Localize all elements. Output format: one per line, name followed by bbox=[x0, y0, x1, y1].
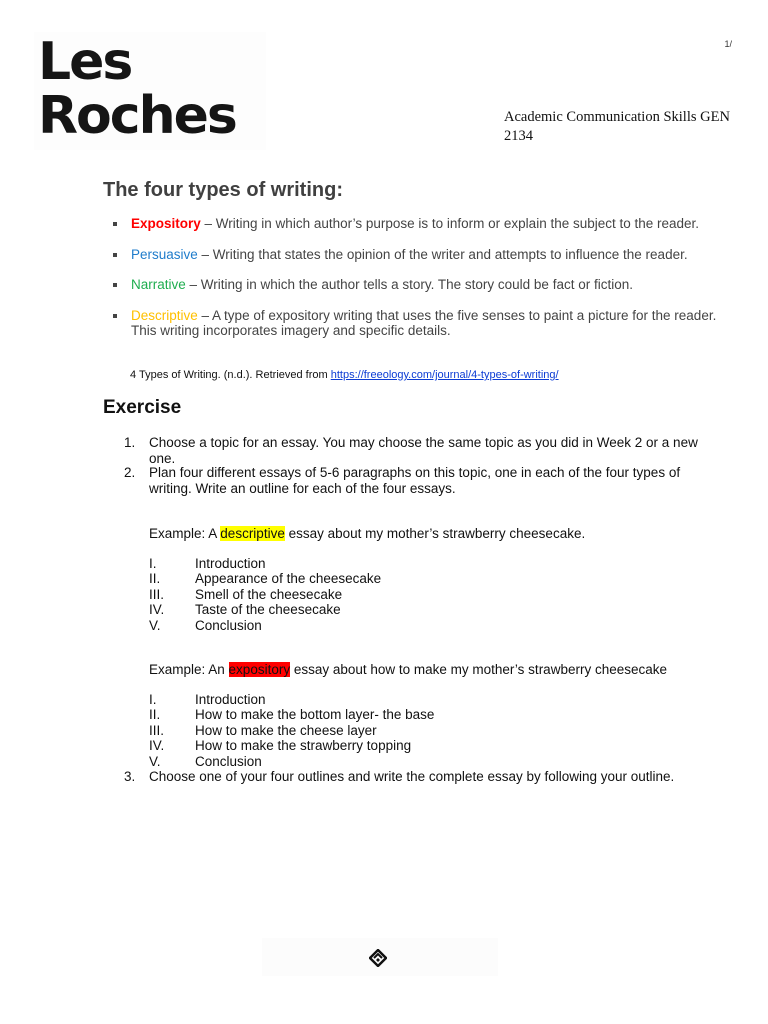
type-description: – Writing that states the opinion of the writer and attempts to influence the reader. bbox=[197, 246, 688, 262]
outline-text: How to make the bottom layer- the base bbox=[195, 707, 435, 723]
type-term: Persuasive bbox=[131, 246, 198, 262]
type-description: – A type of expository writing that uses the five senses to paint a picture for the reader. This writing incorporates imagery and specific details. bbox=[131, 307, 717, 338]
exercise-step-2 bbox=[124, 465, 724, 496]
outline-num: I. bbox=[149, 556, 157, 571]
example-descriptive bbox=[149, 526, 585, 541]
outline-num: IV. bbox=[149, 602, 165, 618]
citation-text: 4 Types of Writing. (n.d.). Retrieved from bbox=[130, 369, 331, 381]
outline-text: Introduction bbox=[195, 692, 266, 707]
step-number: 3. bbox=[124, 769, 136, 784]
type-term: Narrative bbox=[131, 277, 186, 292]
step-number: 2. bbox=[124, 465, 136, 480]
bullet-square-icon bbox=[113, 222, 117, 226]
logo-line-1: Les bbox=[38, 32, 132, 92]
highlighted-term: descriptive bbox=[220, 526, 285, 541]
diamond-logo-icon bbox=[369, 949, 387, 967]
step-number: 1. bbox=[124, 435, 136, 450]
type-term: Expository bbox=[131, 216, 201, 231]
outline-text: Smell of the cheesecake bbox=[195, 586, 343, 602]
outline-text: Conclusion bbox=[195, 753, 262, 769]
bullet-square-icon bbox=[113, 253, 117, 257]
logo-line-2: Roches bbox=[38, 86, 236, 146]
course-title: Academic Communication Skills GEN 2134 bbox=[504, 109, 730, 144]
example-prefix: Example: An bbox=[149, 662, 229, 677]
page-number: 1/ bbox=[724, 39, 732, 49]
step-text: Plan four different essays of 5-6 paragraphs on this topic, one in each of the four types of writing. Write an outline for each of the four essays. bbox=[149, 465, 681, 496]
type-item-descriptive bbox=[113, 308, 743, 339]
example-expository bbox=[149, 662, 667, 677]
outline-num: V. bbox=[149, 753, 161, 769]
les-roches-logo bbox=[34, 32, 266, 150]
outline-text: Appearance of the cheesecake bbox=[195, 571, 382, 587]
step-text: Choose one of your four outlines and write the complete essay by following your outline. bbox=[149, 769, 675, 784]
example-prefix: Example: A bbox=[149, 526, 221, 541]
highlighted-term: expository bbox=[228, 662, 291, 677]
outline-text: Conclusion bbox=[195, 617, 262, 633]
outline-num: III. bbox=[149, 586, 165, 602]
outline-num: II. bbox=[149, 707, 161, 723]
example-suffix: essay about how to make my mother’s strawberry cheesecake bbox=[290, 662, 667, 677]
bullet-square-icon bbox=[113, 283, 117, 287]
outline-num: V. bbox=[149, 617, 161, 633]
type-description: – Writing in which author’s purpose is to inform or explain the subject to the reader. bbox=[200, 216, 700, 231]
type-item-persuasive bbox=[113, 247, 743, 263]
types-list bbox=[113, 216, 743, 353]
outline-text: How to make the strawberry topping bbox=[195, 738, 412, 754]
citation bbox=[130, 369, 559, 381]
outline-num: II. bbox=[149, 571, 161, 587]
outline-num: I. bbox=[149, 692, 157, 707]
type-term: Descriptive bbox=[131, 307, 198, 323]
outline-text: How to make the cheese layer bbox=[195, 722, 377, 738]
outline-num: III. bbox=[149, 722, 165, 738]
outline-text: Introduction bbox=[195, 556, 266, 571]
step-text: Choose a topic for an essay. You may choose the same topic as you did in Week 2 or a new one. bbox=[149, 435, 698, 466]
type-item-expository bbox=[113, 216, 743, 232]
type-item-narrative bbox=[113, 277, 743, 293]
types-heading: The four types of writing: bbox=[103, 179, 343, 201]
outline-text: Taste of the cheesecake bbox=[195, 602, 341, 618]
bullet-square-icon bbox=[113, 314, 117, 318]
exercise-step-3 bbox=[124, 769, 724, 785]
exercise-step-1 bbox=[124, 435, 724, 466]
outline-num: IV. bbox=[149, 738, 165, 754]
citation-link[interactable]: https://freeology.com/journal/4-types-of-writing/ bbox=[330, 369, 559, 381]
example-suffix: essay about my mother’s strawberry cheesecake. bbox=[284, 526, 586, 541]
type-description: – Writing in which the author tells a story. The story could be fact or fiction. bbox=[185, 277, 633, 292]
exercise-heading: Exercise bbox=[103, 397, 182, 418]
